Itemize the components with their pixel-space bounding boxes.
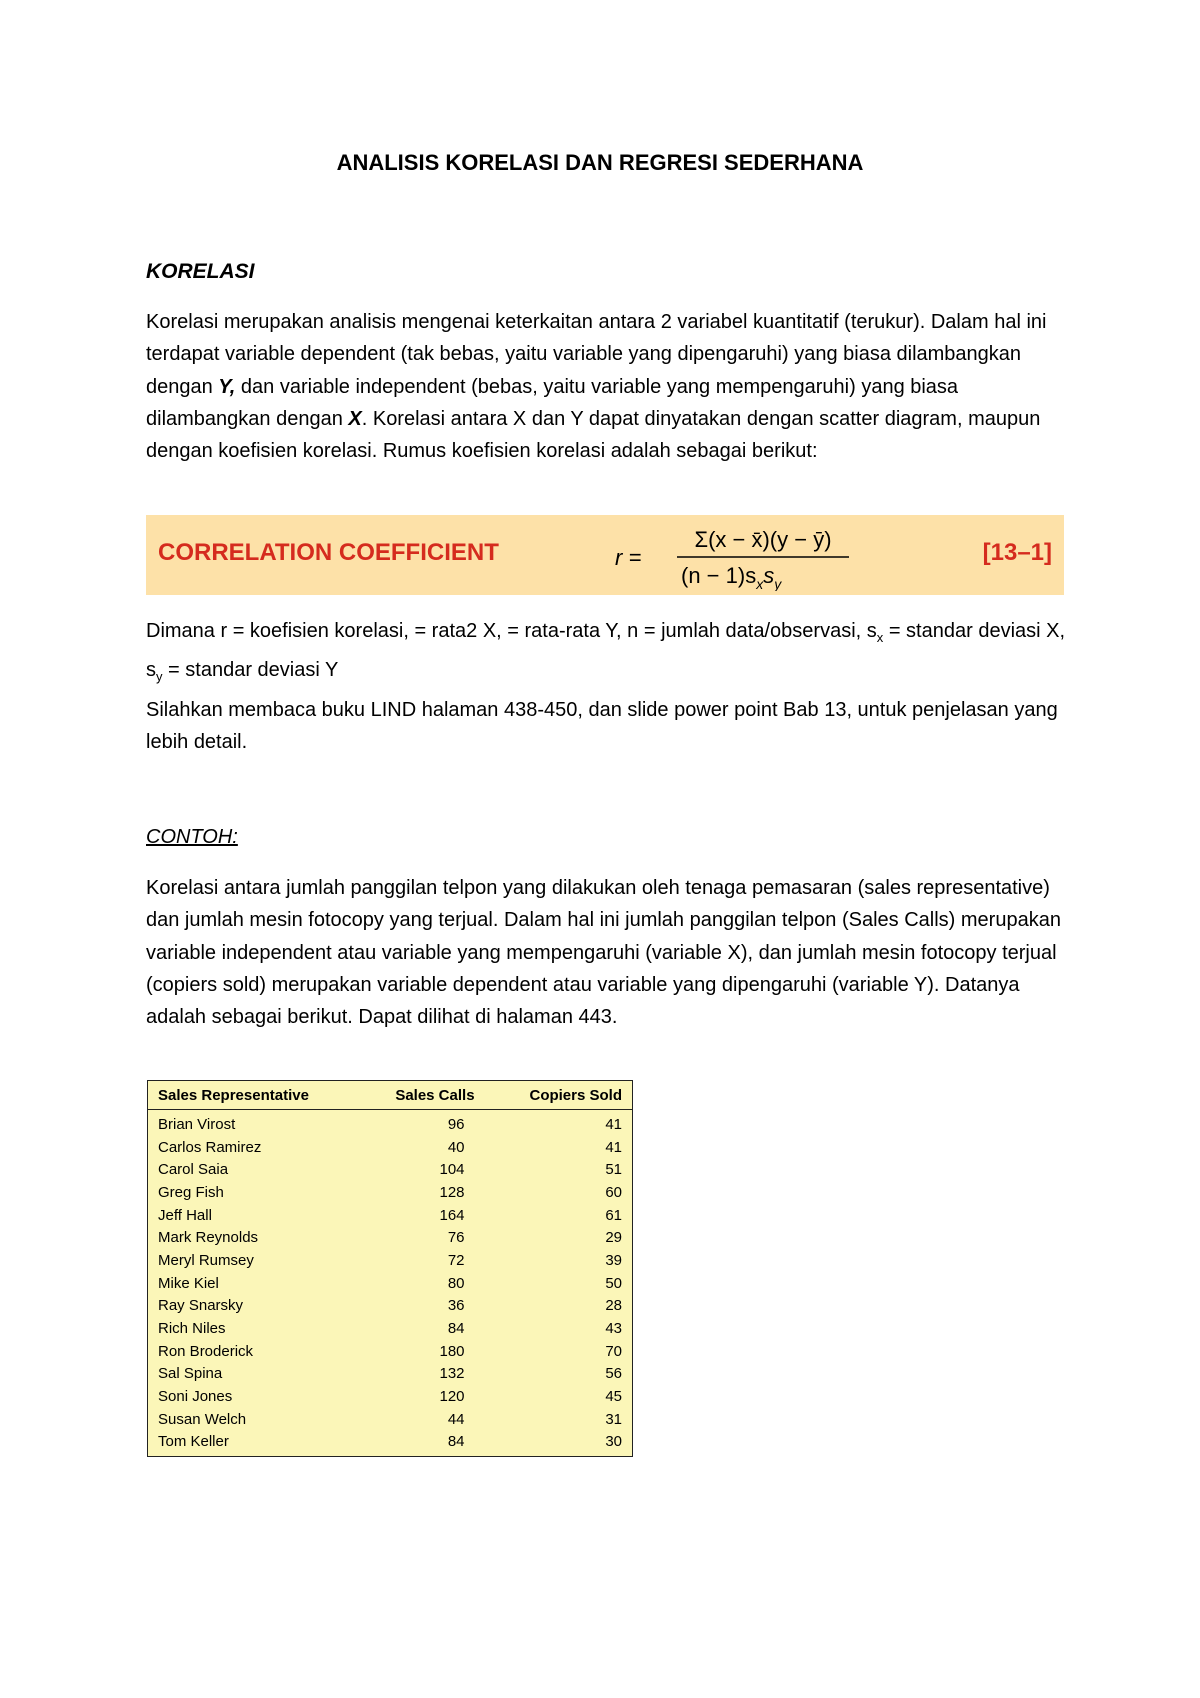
table-row — [148, 1272, 633, 1295]
cell-sales-representative: Mark Reynolds — [158, 1229, 259, 1247]
cell-copiers-sold: 45 — [605, 1388, 622, 1406]
korelasi-paragraph — [146, 306, 1066, 467]
table-row — [148, 1408, 633, 1431]
formula-s: s — [763, 563, 775, 588]
formula-sub-y: y — [774, 576, 782, 591]
p1-symbol-x: X — [348, 407, 362, 430]
cell-copiers-sold: 28 — [605, 1297, 622, 1315]
cell-copiers-sold: 70 — [605, 1342, 622, 1360]
cell-sales-calls: 40 — [447, 1138, 465, 1156]
table-row — [148, 1158, 633, 1181]
contoh-heading: CONTOH: — [146, 826, 238, 848]
header-copiers-sold: Copiers Sold — [493, 1081, 633, 1110]
cell-copiers-sold: 29 — [605, 1229, 622, 1247]
definition-paragraph — [146, 615, 1066, 694]
cell-sales-representative: Brian Virost — [158, 1115, 236, 1133]
table-row — [148, 1204, 633, 1227]
document-title: ANALISIS KORELASI DAN REGRESI SEDERHANA — [336, 150, 864, 175]
cell-sales-calls: 132 — [439, 1365, 465, 1383]
header-sales-calls: Sales Calls — [360, 1081, 493, 1110]
cell-copiers-sold: 56 — [605, 1365, 622, 1383]
p2-sub-y: y — [156, 669, 163, 685]
cell-sales-representative: Ray Snarsky — [158, 1297, 244, 1315]
formula-number: [13–1] — [982, 539, 1052, 566]
formula-numerator: Σ(x − x̄)(y − ȳ) — [694, 527, 832, 552]
cell-sales-calls: 96 — [447, 1115, 465, 1133]
p2-text-b: = standar deviasi X, s — [146, 620, 1066, 682]
formula-denominator — [681, 563, 782, 591]
cell-sales-calls: 44 — [447, 1410, 465, 1428]
cell-copiers-sold: 60 — [605, 1183, 622, 1201]
korelasi-heading: KORELASI — [146, 260, 255, 283]
p2-sub-x: x — [876, 630, 884, 645]
cell-sales-representative: Tom Keller — [158, 1433, 229, 1451]
correlation-formula — [611, 521, 851, 591]
formula-sub-x: x — [756, 576, 764, 591]
formula-box — [146, 515, 1064, 595]
cell-sales-representative: Meryl Rumsey — [158, 1251, 254, 1269]
p1-text-c: . Korelasi antara X dan Y dapat dinyatakan dengan scatter diagram, maupun dengan koefisien korelasi. Rumus koefisien korelasi adalah sebagai berikut: — [146, 407, 1041, 463]
cell-sales-calls: 72 — [447, 1251, 465, 1269]
cell-copiers-sold: 41 — [605, 1138, 622, 1156]
p2-text-a: Dimana r = koefisien korelasi, = rata2 X, = rata-rata Y, n = jumlah data/observasi, s — [146, 620, 877, 642]
table-row — [148, 1295, 633, 1318]
cell-sales-calls: 84 — [447, 1320, 465, 1338]
cell-sales-calls: 84 — [447, 1433, 465, 1451]
p1-text-b: dan variable independent (bebas, yaitu variable yang mempengaruhi) yang biasa dilambangkan dengan — [146, 375, 959, 430]
cell-sales-representative: Sal Spina — [158, 1365, 223, 1383]
cell-copiers-sold: 30 — [605, 1433, 622, 1451]
cell-copiers-sold: 39 — [605, 1251, 622, 1269]
cell-copiers-sold: 51 — [605, 1161, 622, 1179]
cell-copiers-sold: 31 — [605, 1410, 622, 1428]
table-row — [148, 1431, 633, 1457]
cell-sales-calls: 128 — [439, 1183, 465, 1201]
cell-sales-calls: 36 — [447, 1297, 465, 1315]
formula-lhs: r = — [615, 545, 642, 570]
table-row — [148, 1181, 633, 1204]
cell-sales-calls: 164 — [439, 1206, 465, 1224]
table-row — [148, 1340, 633, 1363]
cell-copiers-sold: 41 — [605, 1115, 622, 1133]
cell-copiers-sold: 50 — [605, 1274, 622, 1292]
cell-sales-calls: 104 — [439, 1161, 465, 1179]
table-header-row — [148, 1081, 633, 1110]
p2-text-c: = standar deviasi Y — [162, 659, 339, 682]
cell-sales-representative: Rich Niles — [158, 1320, 226, 1338]
reference-paragraph: Silahkan membaca buku LIND halaman 438-450, dan slide power point Bab 13, untuk penjelasan yang lebih detail. — [146, 699, 1058, 754]
cell-sales-representative: Jeff Hall — [158, 1206, 212, 1224]
cell-sales-calls: 120 — [439, 1388, 465, 1406]
table-row — [148, 1317, 633, 1340]
cell-copiers-sold: 61 — [605, 1206, 622, 1224]
cell-sales-calls: 180 — [439, 1342, 465, 1360]
formula-denominator-main: (n − 1)s — [681, 563, 757, 588]
header-sales-representative: Sales Representative — [148, 1081, 360, 1110]
example-paragraph: Korelasi antara jumlah panggilan telpon yang dilakukan oleh tenaga pemasaran (sales representative) dan jumlah mesin fotocopy yang terjual. Dalam hal ini jumlah panggilan telpon (Sales Calls) merupakan variable independent atau variable yang mempengaruhi (variable X), dan jumlah mesin fotocopy terjual (copiers sold) merupakan variable dependent atau variable yang dipengaruhi (variable Y). Datanya adalah sebagai berikut. Dapat dilihat di halaman 443. — [146, 877, 1061, 1029]
table-row — [148, 1136, 633, 1159]
cell-sales-representative: Susan Welch — [158, 1410, 247, 1428]
table-row — [148, 1363, 633, 1386]
sales-data-table — [147, 1080, 633, 1457]
table-row — [148, 1385, 633, 1408]
cell-sales-calls: 80 — [447, 1274, 465, 1292]
p1-symbol-y: Y, — [218, 375, 236, 398]
cell-sales-representative: Carlos Ramirez — [158, 1138, 262, 1156]
cell-copiers-sold: 43 — [605, 1320, 622, 1338]
p1-text-a: Korelasi merupakan analisis mengenai keterkaitan antara 2 variabel kuantitatif (terukur). Dalam hal ini terdapat variable dependent (tak bebas, yaitu variable yang dipengaruhi) yang biasa dilambangkan dengan — [146, 311, 1047, 398]
table-row — [148, 1249, 633, 1272]
cell-sales-representative: Ron Broderick — [158, 1342, 254, 1360]
cell-sales-representative: Greg Fish — [158, 1183, 224, 1201]
cell-sales-representative: Soni Jones — [158, 1388, 233, 1406]
table-row — [148, 1226, 633, 1249]
formula-label: CORRELATION COEFFICIENT — [158, 539, 499, 566]
cell-sales-representative: Mike Kiel — [158, 1274, 219, 1292]
cell-sales-calls: 76 — [447, 1229, 465, 1247]
table-row — [148, 1110, 633, 1136]
cell-sales-representative: Carol Saia — [158, 1161, 229, 1179]
